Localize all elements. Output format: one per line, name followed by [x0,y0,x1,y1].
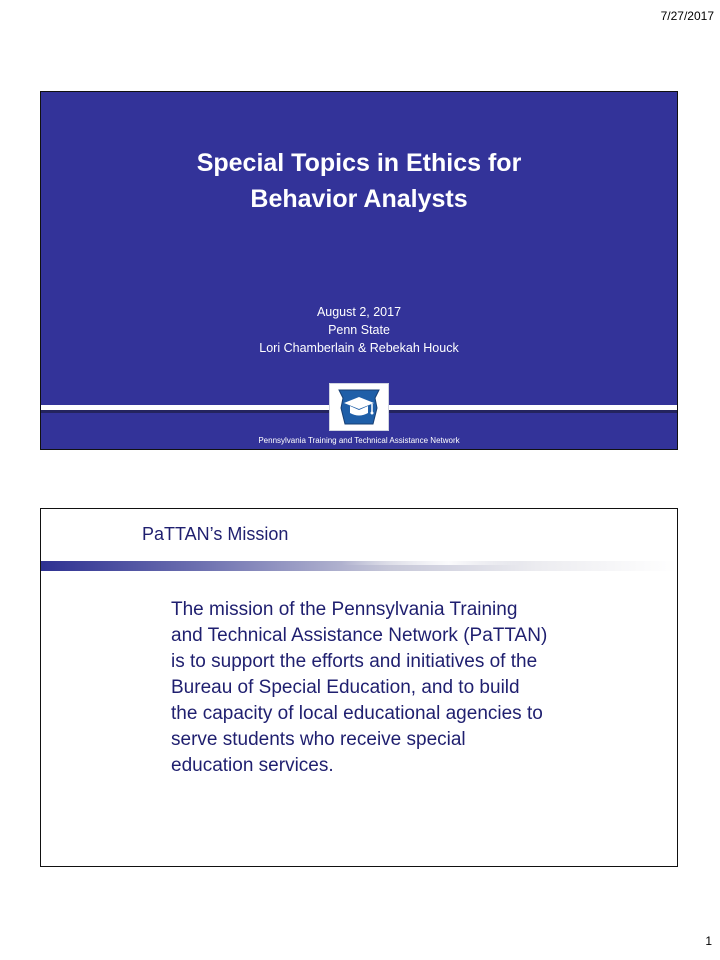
slide-meta [41,303,677,357]
mission-title: PaTTAN’s Mission [142,524,289,544]
page-number: 1 [705,934,712,948]
presenters: Lori Chamberlain & Rebekah Houck [259,341,459,355]
title-slide [40,91,678,450]
mission-slide [40,508,678,867]
organization-footer: Pennsylvania Training and Technical Assistance Network [258,436,460,445]
presentation-location: Penn State [328,323,390,337]
mission-statement: The mission of the Pennsylvania Training and Technical Assistance Network (PaTTAN) is to support the efforts and initiatives of the Bureau of Special Education, and to build the capacity of local educational agencies to serve students who receive special education services. [171,599,548,776]
title-underline-shine [341,561,521,565]
slide-title-line-2: Behavior Analysts [250,185,468,213]
presentation-date: August 2, 2017 [316,305,402,319]
slide-title-line-1: Special Topics in Ethics for [196,149,522,177]
slide-title [41,145,677,217]
keystone-graduation-cap-icon [329,383,389,431]
page-date: 7/27/2017 [660,9,714,23]
